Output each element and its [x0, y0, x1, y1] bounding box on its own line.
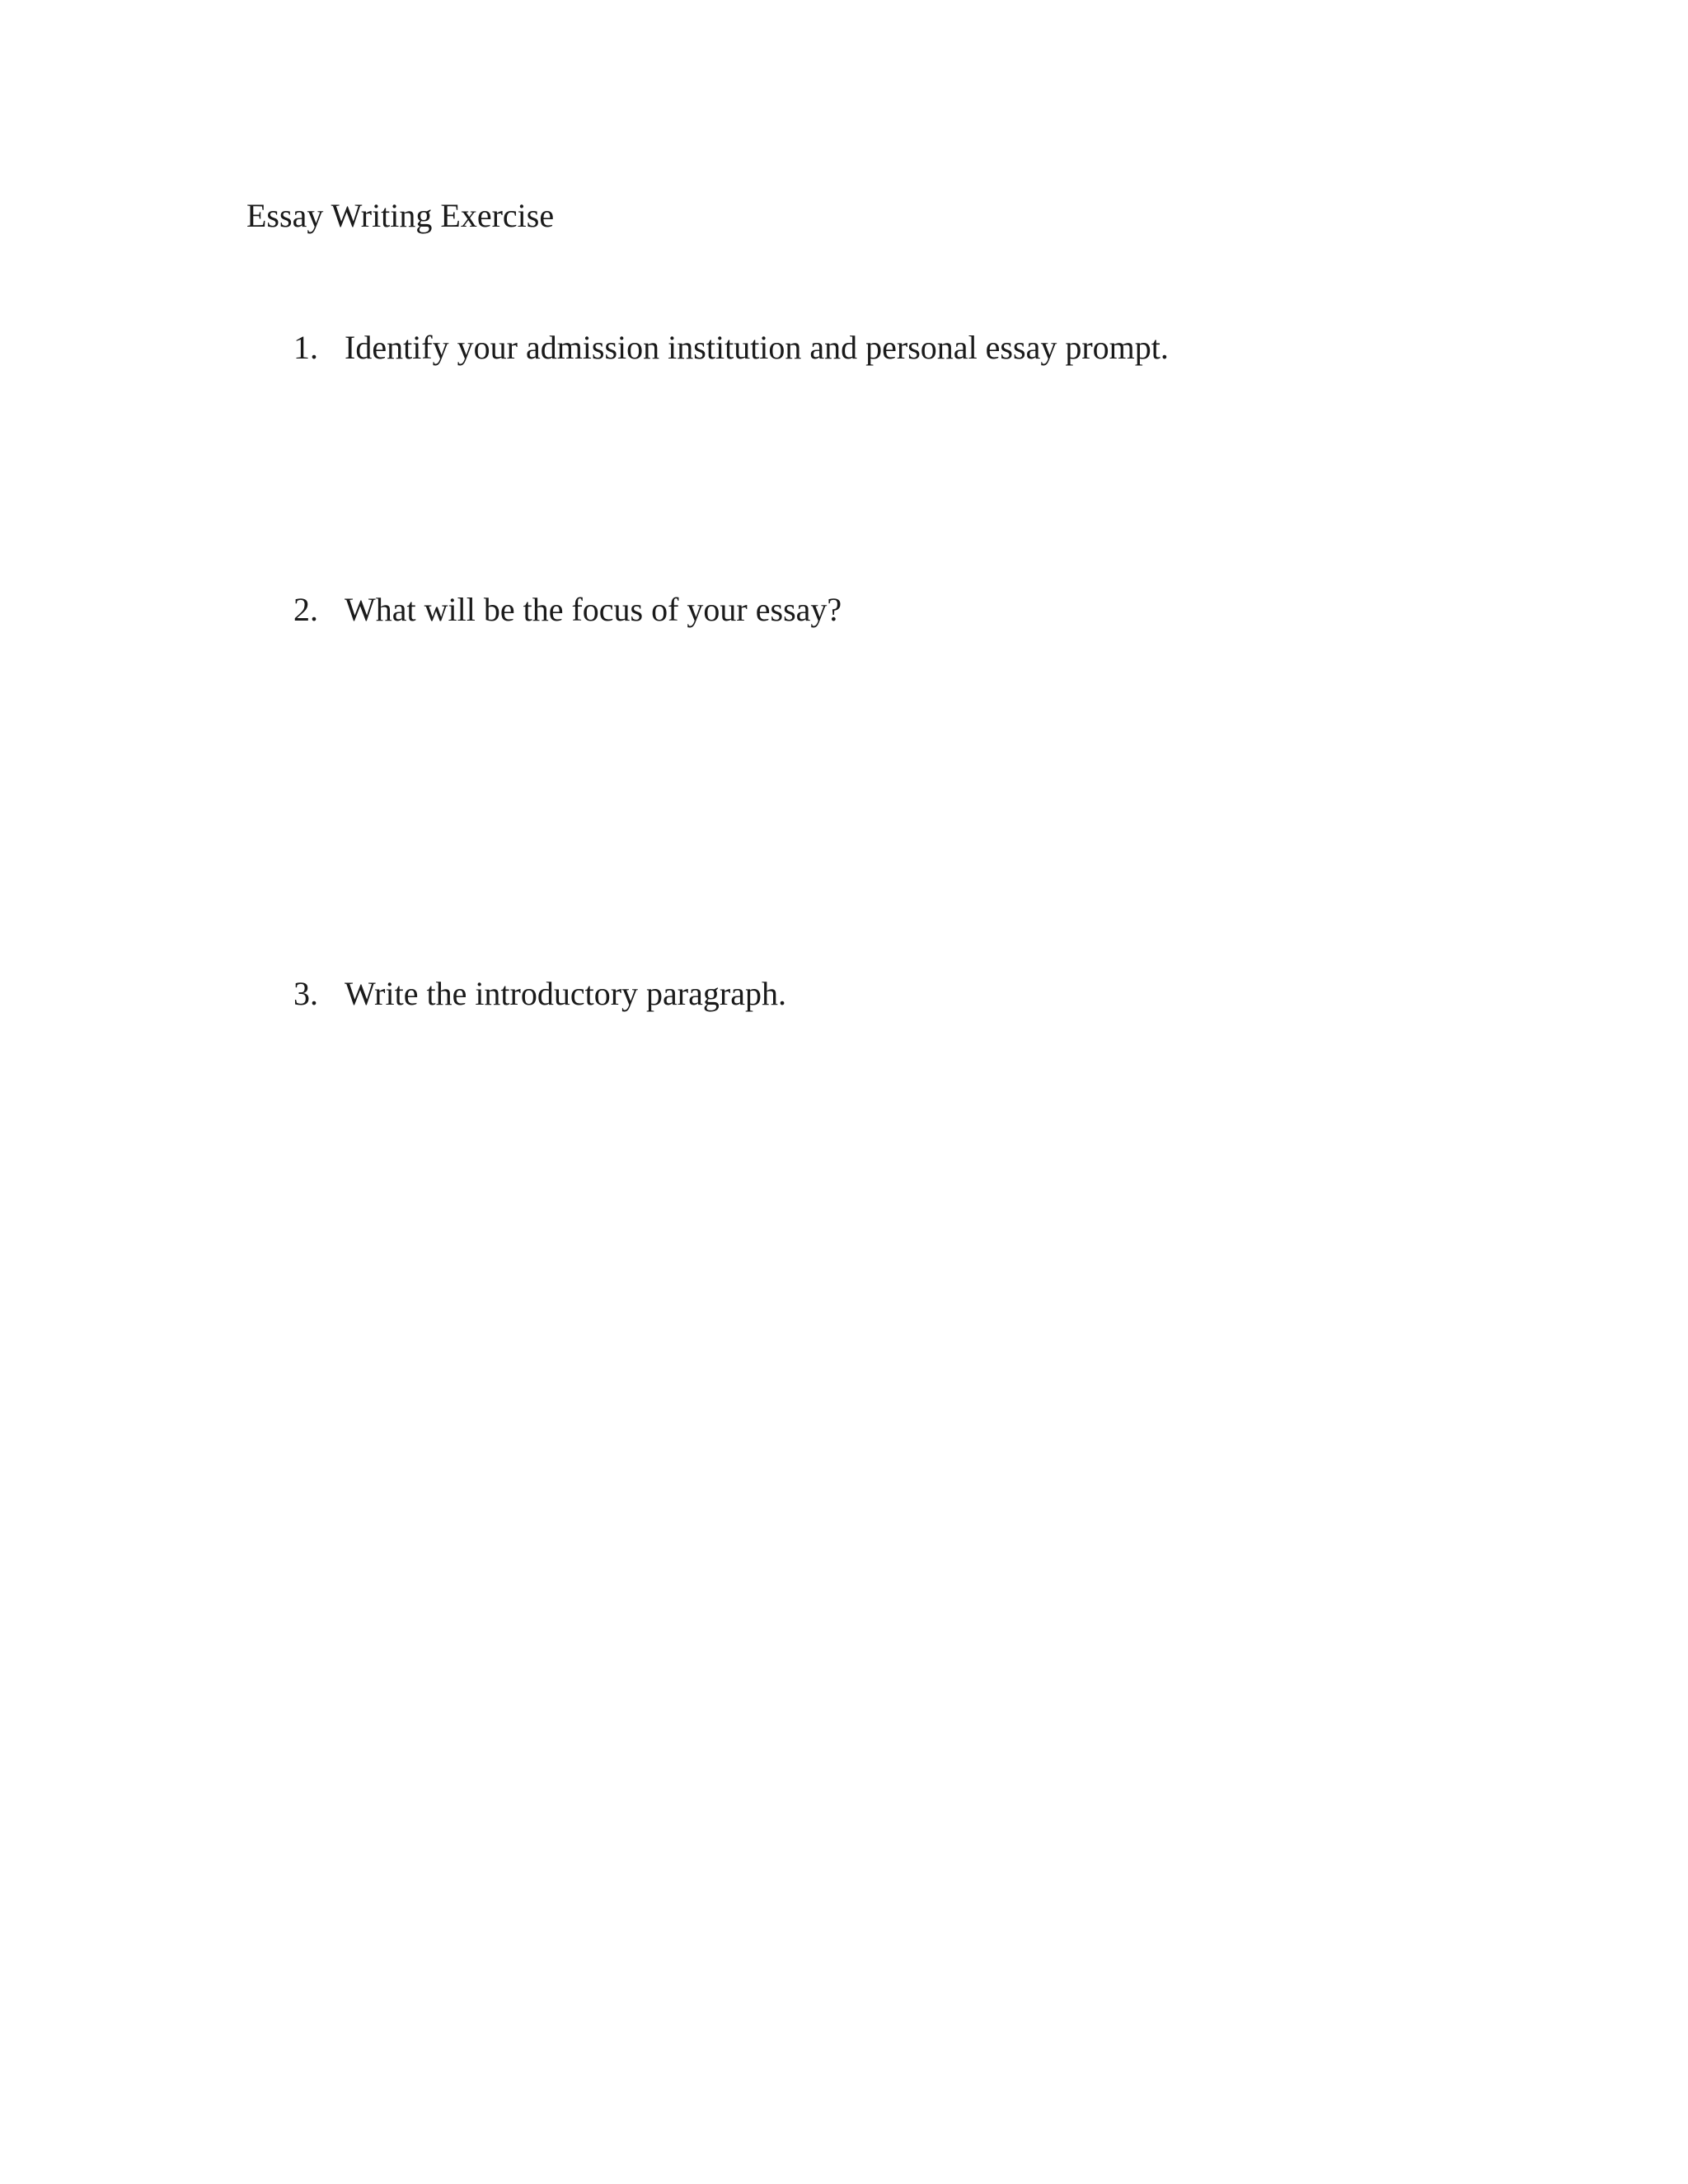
list-item-2 [293, 588, 842, 631]
list-item-number: 1. [293, 329, 318, 366]
page-title: Essay Writing Exercise [246, 197, 555, 234]
list-item-number: 2. [293, 591, 318, 628]
list-item-text: Write the introductory paragraph. [345, 975, 786, 1012]
list-item-text: What will be the focus of your essay? [345, 591, 842, 628]
list-item-3 [293, 972, 786, 1015]
list-item-text: Identify your admission institution and personal essay prompt. [345, 329, 1169, 366]
list-item-1 [293, 326, 1169, 369]
list-item-number: 3. [293, 975, 318, 1012]
